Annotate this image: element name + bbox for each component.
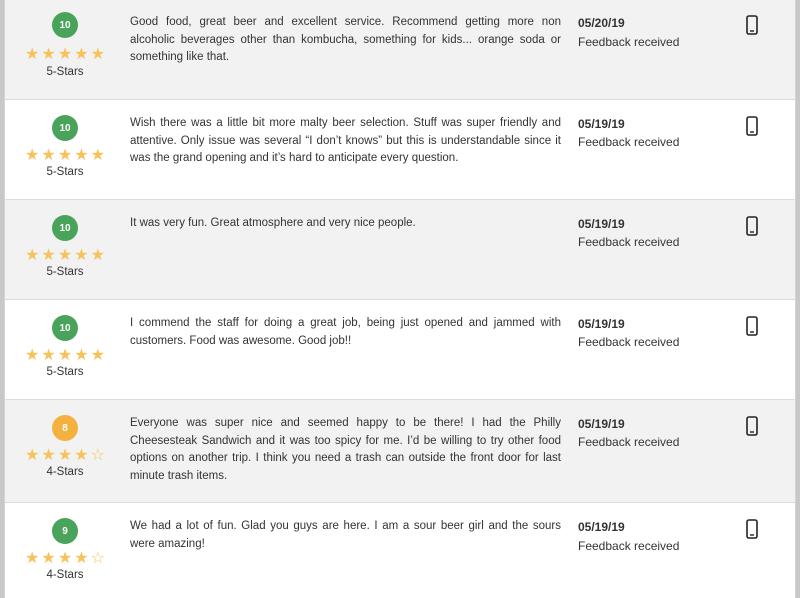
mobile-phone-icon	[746, 15, 758, 35]
mobile-phone-icon	[746, 216, 758, 236]
feedback-status: Feedback received	[578, 539, 680, 553]
star-rating	[25, 47, 105, 63]
feedback-row[interactable]	[5, 400, 795, 503]
feedback-status: Feedback received	[578, 435, 680, 449]
mobile-phone-icon	[746, 116, 758, 136]
feedback-status: Feedback received	[578, 35, 680, 49]
star-filled-icon: ★	[57, 447, 73, 464]
star-filled-icon: ★	[25, 447, 40, 464]
star-rating	[25, 148, 105, 164]
star-filled-icon: ★	[41, 147, 56, 164]
stars-label: 4-Stars	[46, 569, 84, 581]
score-badge: 9	[52, 518, 78, 544]
star-rating	[25, 248, 105, 264]
star-filled-icon: ★	[90, 347, 105, 364]
score-badge: 10	[52, 12, 78, 38]
star-rating	[25, 448, 105, 464]
star-filled-icon: ★	[57, 247, 73, 264]
feedback-date: 05/19/19	[578, 417, 625, 431]
star-filled-icon: ★	[41, 247, 56, 264]
star-rating	[25, 551, 105, 567]
star-filled-icon: ★	[74, 46, 89, 63]
mobile-phone-icon	[746, 316, 758, 336]
feedback-comment: It was very fun. Great atmosphere and very nice people.	[130, 217, 416, 229]
star-filled-icon: ★	[57, 347, 73, 364]
star-filled-icon: ★	[74, 147, 89, 164]
star-filled-icon: ★	[90, 247, 105, 264]
feedback-comment: Wish there was a little bit more malty beer selection. Stuff was super friendly and attentive. Only issue was several “I don’t knows” but this is understandable since it was the grand opening and it’s hard to anticipate every question.	[130, 117, 561, 164]
mobile-phone-icon	[746, 416, 758, 436]
feedback-comment: Good food, great beer and excellent service. Recommend getting more non alcoholic beverages other than kombucha, something for kids... orange soda or something like that.	[130, 16, 561, 63]
star-filled-icon: ★	[25, 247, 40, 264]
star-filled-icon: ★	[41, 347, 56, 364]
star-filled-icon: ★	[25, 147, 40, 164]
feedback-date: 05/19/19	[578, 217, 625, 231]
star-filled-icon: ★	[74, 247, 89, 264]
star-filled-icon: ★	[57, 46, 73, 63]
star-filled-icon: ★	[25, 46, 40, 63]
star-filled-icon: ★	[41, 46, 56, 63]
feedback-date: 05/19/19	[578, 317, 625, 331]
score-badge: 10	[52, 315, 78, 341]
score-badge: 10	[52, 215, 78, 241]
feedback-row[interactable]	[5, 0, 795, 100]
stars-label: 5-Stars	[46, 66, 84, 78]
feedback-row[interactable]	[5, 503, 795, 598]
stars-label: 4-Stars	[46, 466, 84, 478]
star-rating	[25, 348, 105, 364]
feedback-date: 05/19/19	[578, 117, 625, 131]
feedback-comment: I commend the staff for doing a great job, being just opened and jammed with customers. Food was awesome. Good job!!	[130, 317, 561, 347]
feedback-status: Feedback received	[578, 235, 680, 249]
score-badge: 10	[52, 115, 78, 141]
feedback-status: Feedback received	[578, 335, 680, 349]
stars-label: 5-Stars	[46, 266, 84, 278]
feedback-row[interactable]	[5, 300, 795, 400]
feedback-status: Feedback received	[578, 135, 680, 149]
feedback-row[interactable]	[5, 200, 795, 300]
feedback-date: 05/20/19	[578, 16, 625, 30]
star-empty-icon: ☆	[90, 550, 105, 567]
star-empty-icon: ☆	[90, 447, 105, 464]
feedback-list	[4, 0, 796, 598]
star-filled-icon: ★	[57, 550, 73, 567]
stars-label: 5-Stars	[46, 166, 84, 178]
feedback-comment: Everyone was super nice and seemed happy to be there! I had the Philly Cheesesteak Sandwich and it was too spicy for me. I’d be willing to try other food options on another trip. I think you need a trash can outside the front door for last minute trash items.	[130, 417, 561, 482]
star-filled-icon: ★	[74, 347, 89, 364]
star-filled-icon: ★	[74, 550, 89, 567]
score-badge: 8	[52, 415, 78, 441]
feedback-date: 05/19/19	[578, 520, 625, 534]
star-filled-icon: ★	[74, 447, 89, 464]
star-filled-icon: ★	[90, 147, 105, 164]
mobile-phone-icon	[746, 519, 758, 539]
star-filled-icon: ★	[41, 550, 56, 567]
star-filled-icon: ★	[57, 147, 73, 164]
star-filled-icon: ★	[41, 447, 56, 464]
feedback-comment: We had a lot of fun. Glad you guys are here. I am a sour beer girl and the sours were amazing!	[130, 520, 561, 550]
star-filled-icon: ★	[90, 46, 105, 63]
stars-label: 5-Stars	[46, 366, 84, 378]
star-filled-icon: ★	[25, 347, 40, 364]
star-filled-icon: ★	[25, 550, 40, 567]
feedback-row[interactable]	[5, 100, 795, 200]
